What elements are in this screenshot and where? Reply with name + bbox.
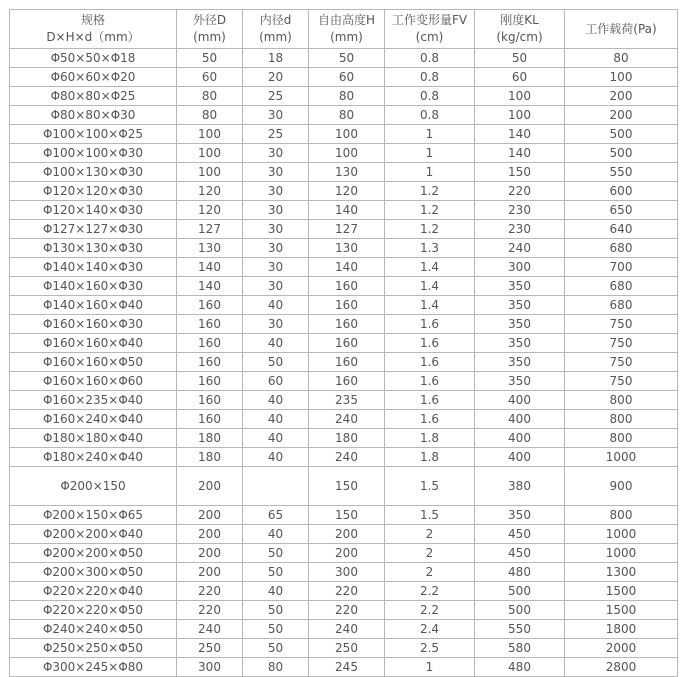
cell-deformation: 1.6	[385, 353, 475, 372]
cell-free-height: 120	[309, 182, 385, 201]
cell-deformation: 1.8	[385, 429, 475, 448]
cell-outer-diameter: 100	[177, 125, 243, 144]
cell-deformation: 1	[385, 658, 475, 677]
cell-spec: Φ220×220×Φ50	[10, 601, 177, 620]
table-row	[10, 315, 678, 334]
cell-working-load: 1500	[565, 582, 678, 601]
cell-working-load: 500	[565, 144, 678, 163]
cell-stiffness: 450	[475, 525, 565, 544]
table-row	[10, 144, 678, 163]
cell-free-height: 160	[309, 372, 385, 391]
header-deformation	[385, 10, 475, 49]
cell-free-height: 245	[309, 658, 385, 677]
cell-outer-diameter: 160	[177, 315, 243, 334]
cell-stiffness: 60	[475, 68, 565, 87]
cell-inner-diameter	[243, 467, 309, 506]
cell-inner-diameter: 50	[243, 639, 309, 658]
cell-outer-diameter: 160	[177, 296, 243, 315]
cell-outer-diameter: 160	[177, 353, 243, 372]
cell-stiffness: 350	[475, 277, 565, 296]
cell-inner-diameter: 80	[243, 658, 309, 677]
cell-stiffness: 300	[475, 258, 565, 277]
cell-working-load: 1000	[565, 525, 678, 544]
header-stiffness-unit: (kg/cm)	[496, 30, 543, 44]
cell-working-load: 800	[565, 391, 678, 410]
cell-inner-diameter: 40	[243, 525, 309, 544]
cell-working-load: 1300	[565, 563, 678, 582]
cell-outer-diameter: 127	[177, 220, 243, 239]
cell-deformation: 0.8	[385, 68, 475, 87]
cell-outer-diameter: 200	[177, 525, 243, 544]
cell-deformation: 2.4	[385, 620, 475, 639]
cell-outer-diameter: 80	[177, 106, 243, 125]
cell-inner-diameter: 25	[243, 125, 309, 144]
cell-working-load: 700	[565, 258, 678, 277]
cell-inner-diameter: 40	[243, 448, 309, 467]
header-outer-diameter-title: 外径D	[192, 13, 227, 27]
cell-inner-diameter: 30	[243, 144, 309, 163]
cell-inner-diameter: 30	[243, 201, 309, 220]
cell-deformation: 1.4	[385, 277, 475, 296]
table-row	[10, 182, 678, 201]
cell-inner-diameter: 40	[243, 391, 309, 410]
cell-stiffness: 350	[475, 372, 565, 391]
table-row	[10, 525, 678, 544]
cell-stiffness: 100	[475, 106, 565, 125]
table-row	[10, 258, 678, 277]
table-row	[10, 353, 678, 372]
cell-spec: Φ200×300×Φ50	[10, 563, 177, 582]
spec-table	[9, 9, 678, 677]
header-spec	[10, 10, 177, 49]
cell-stiffness: 150	[475, 163, 565, 182]
cell-inner-diameter: 40	[243, 429, 309, 448]
cell-spec: Φ100×100×Φ30	[10, 144, 177, 163]
table-row	[10, 429, 678, 448]
cell-working-load: 80	[565, 49, 678, 68]
table-row	[10, 68, 678, 87]
cell-stiffness: 480	[475, 563, 565, 582]
cell-deformation: 2.2	[385, 582, 475, 601]
cell-spec: Φ100×130×Φ30	[10, 163, 177, 182]
cell-stiffness: 400	[475, 410, 565, 429]
cell-working-load: 550	[565, 163, 678, 182]
table-row	[10, 372, 678, 391]
cell-inner-diameter: 40	[243, 296, 309, 315]
cell-free-height: 240	[309, 620, 385, 639]
cell-working-load: 1500	[565, 601, 678, 620]
cell-stiffness: 500	[475, 601, 565, 620]
cell-working-load: 680	[565, 277, 678, 296]
cell-outer-diameter: 120	[177, 182, 243, 201]
cell-spec: Φ200×200×Φ50	[10, 544, 177, 563]
cell-inner-diameter: 40	[243, 410, 309, 429]
cell-spec: Φ100×100×Φ25	[10, 125, 177, 144]
header-inner-diameter	[243, 10, 309, 49]
cell-deformation: 1.4	[385, 258, 475, 277]
cell-spec: Φ180×180×Φ40	[10, 429, 177, 448]
cell-deformation: 2.5	[385, 639, 475, 658]
header-free-height-unit: (mm)	[330, 30, 363, 44]
cell-inner-diameter: 30	[243, 315, 309, 334]
cell-free-height: 140	[309, 258, 385, 277]
cell-inner-diameter: 30	[243, 258, 309, 277]
cell-working-load: 200	[565, 106, 678, 125]
table-row	[10, 391, 678, 410]
table-row	[10, 639, 678, 658]
cell-inner-diameter: 50	[243, 353, 309, 372]
cell-outer-diameter: 200	[177, 467, 243, 506]
table-header	[10, 10, 678, 49]
cell-spec: Φ50×50×Φ18	[10, 49, 177, 68]
cell-outer-diameter: 220	[177, 601, 243, 620]
cell-stiffness: 350	[475, 334, 565, 353]
cell-inner-diameter: 30	[243, 163, 309, 182]
cell-deformation: 2	[385, 525, 475, 544]
table-row	[10, 410, 678, 429]
cell-spec: Φ240×240×Φ50	[10, 620, 177, 639]
cell-free-height: 130	[309, 239, 385, 258]
cell-deformation: 1.4	[385, 296, 475, 315]
cell-outer-diameter: 220	[177, 582, 243, 601]
cell-stiffness: 50	[475, 49, 565, 68]
cell-free-height: 50	[309, 49, 385, 68]
cell-working-load: 1000	[565, 544, 678, 563]
header-working-load	[565, 10, 678, 49]
table-row	[10, 563, 678, 582]
cell-deformation: 1	[385, 125, 475, 144]
cell-outer-diameter: 160	[177, 410, 243, 429]
cell-working-load: 600	[565, 182, 678, 201]
cell-spec: Φ250×250×Φ50	[10, 639, 177, 658]
table-row	[10, 601, 678, 620]
cell-inner-diameter: 50	[243, 620, 309, 639]
cell-free-height: 235	[309, 391, 385, 410]
cell-working-load: 680	[565, 239, 678, 258]
cell-working-load: 2800	[565, 658, 678, 677]
cell-stiffness: 580	[475, 639, 565, 658]
table-row	[10, 334, 678, 353]
cell-inner-diameter: 30	[243, 182, 309, 201]
cell-deformation: 1.5	[385, 467, 475, 506]
header-inner-diameter-title: 内径d	[259, 13, 292, 27]
table-row	[10, 239, 678, 258]
cell-free-height: 80	[309, 106, 385, 125]
table-row	[10, 220, 678, 239]
header-inner-diameter-unit: (mm)	[259, 30, 292, 44]
cell-deformation: 0.8	[385, 106, 475, 125]
table-row	[10, 163, 678, 182]
cell-inner-diameter: 30	[243, 239, 309, 258]
cell-free-height: 160	[309, 277, 385, 296]
cell-inner-diameter: 25	[243, 87, 309, 106]
cell-working-load: 650	[565, 201, 678, 220]
cell-inner-diameter: 40	[243, 582, 309, 601]
cell-working-load: 900	[565, 467, 678, 506]
cell-outer-diameter: 240	[177, 620, 243, 639]
table-row	[10, 277, 678, 296]
cell-outer-diameter: 160	[177, 372, 243, 391]
cell-stiffness: 480	[475, 658, 565, 677]
cell-working-load: 750	[565, 334, 678, 353]
cell-deformation: 0.8	[385, 49, 475, 68]
cell-spec: Φ160×160×Φ60	[10, 372, 177, 391]
cell-stiffness: 400	[475, 429, 565, 448]
cell-spec: Φ140×160×Φ30	[10, 277, 177, 296]
table-row	[10, 87, 678, 106]
cell-inner-diameter: 50	[243, 563, 309, 582]
cell-deformation: 1.2	[385, 220, 475, 239]
cell-outer-diameter: 80	[177, 87, 243, 106]
cell-deformation: 1.6	[385, 315, 475, 334]
cell-inner-diameter: 65	[243, 506, 309, 525]
cell-deformation: 1.5	[385, 506, 475, 525]
table-row	[10, 506, 678, 525]
cell-deformation: 1.6	[385, 372, 475, 391]
cell-spec: Φ220×220×Φ40	[10, 582, 177, 601]
cell-working-load: 750	[565, 353, 678, 372]
cell-stiffness: 400	[475, 448, 565, 467]
cell-free-height: 150	[309, 506, 385, 525]
cell-free-height: 130	[309, 163, 385, 182]
header-stiffness	[475, 10, 565, 49]
cell-free-height: 300	[309, 563, 385, 582]
cell-deformation: 0.8	[385, 87, 475, 106]
cell-working-load: 2000	[565, 639, 678, 658]
cell-spec: Φ127×127×Φ30	[10, 220, 177, 239]
cell-free-height: 200	[309, 544, 385, 563]
header-outer-diameter-unit: (mm)	[193, 30, 226, 44]
cell-spec: Φ160×160×Φ30	[10, 315, 177, 334]
cell-deformation: 1.2	[385, 201, 475, 220]
cell-inner-diameter: 50	[243, 601, 309, 620]
cell-outer-diameter: 100	[177, 163, 243, 182]
cell-outer-diameter: 160	[177, 391, 243, 410]
cell-outer-diameter: 100	[177, 144, 243, 163]
cell-deformation: 2	[385, 563, 475, 582]
cell-stiffness: 500	[475, 582, 565, 601]
cell-stiffness: 450	[475, 544, 565, 563]
cell-stiffness: 220	[475, 182, 565, 201]
header-spec-unit: D×H×d（mm）	[46, 30, 140, 44]
header-working-load-title: 工作载荷(Pa)	[585, 21, 657, 36]
cell-spec: Φ130×130×Φ30	[10, 239, 177, 258]
header-deformation-title: 工作变形量FV	[391, 13, 468, 27]
cell-working-load: 800	[565, 410, 678, 429]
cell-outer-diameter: 180	[177, 448, 243, 467]
cell-stiffness: 380	[475, 467, 565, 506]
cell-free-height: 160	[309, 296, 385, 315]
table-row	[10, 582, 678, 601]
cell-free-height: 160	[309, 334, 385, 353]
cell-stiffness: 550	[475, 620, 565, 639]
cell-deformation: 1	[385, 144, 475, 163]
cell-free-height: 160	[309, 315, 385, 334]
cell-inner-diameter: 40	[243, 334, 309, 353]
cell-stiffness: 100	[475, 87, 565, 106]
cell-deformation: 1.6	[385, 410, 475, 429]
cell-spec: Φ160×160×Φ40	[10, 334, 177, 353]
cell-stiffness: 350	[475, 296, 565, 315]
cell-outer-diameter: 200	[177, 506, 243, 525]
cell-outer-diameter: 130	[177, 239, 243, 258]
cell-free-height: 240	[309, 448, 385, 467]
cell-spec: Φ140×160×Φ40	[10, 296, 177, 315]
cell-free-height: 60	[309, 68, 385, 87]
cell-working-load: 100	[565, 68, 678, 87]
cell-spec: Φ200×200×Φ40	[10, 525, 177, 544]
cell-spec: Φ160×160×Φ50	[10, 353, 177, 372]
cell-free-height: 127	[309, 220, 385, 239]
cell-deformation: 2.2	[385, 601, 475, 620]
header-free-height	[309, 10, 385, 49]
cell-outer-diameter: 200	[177, 563, 243, 582]
cell-outer-diameter: 200	[177, 544, 243, 563]
cell-stiffness: 140	[475, 144, 565, 163]
cell-deformation: 1.6	[385, 391, 475, 410]
cell-inner-diameter: 50	[243, 544, 309, 563]
cell-spec: Φ80×80×Φ30	[10, 106, 177, 125]
cell-outer-diameter: 180	[177, 429, 243, 448]
cell-free-height: 140	[309, 201, 385, 220]
cell-outer-diameter: 120	[177, 201, 243, 220]
cell-spec: Φ120×120×Φ30	[10, 182, 177, 201]
cell-working-load: 1800	[565, 620, 678, 639]
cell-free-height: 250	[309, 639, 385, 658]
cell-inner-diameter: 60	[243, 372, 309, 391]
table-row	[10, 620, 678, 639]
cell-free-height: 220	[309, 582, 385, 601]
cell-free-height: 240	[309, 410, 385, 429]
cell-spec: Φ120×140×Φ30	[10, 201, 177, 220]
cell-spec: Φ140×140×Φ30	[10, 258, 177, 277]
table-row	[10, 106, 678, 125]
cell-inner-diameter: 20	[243, 68, 309, 87]
cell-outer-diameter: 250	[177, 639, 243, 658]
header-spec-title: 规格	[80, 13, 105, 27]
cell-working-load: 200	[565, 87, 678, 106]
cell-outer-diameter: 300	[177, 658, 243, 677]
cell-spec: Φ160×235×Φ40	[10, 391, 177, 410]
cell-spec: Φ80×80×Φ25	[10, 87, 177, 106]
cell-free-height: 100	[309, 144, 385, 163]
table-row	[10, 296, 678, 315]
cell-inner-diameter: 30	[243, 220, 309, 239]
cell-stiffness: 350	[475, 315, 565, 334]
cell-free-height: 220	[309, 601, 385, 620]
cell-deformation: 1.3	[385, 239, 475, 258]
cell-working-load: 640	[565, 220, 678, 239]
cell-working-load: 500	[565, 125, 678, 144]
cell-outer-diameter: 50	[177, 49, 243, 68]
cell-deformation: 1	[385, 163, 475, 182]
cell-deformation: 1.8	[385, 448, 475, 467]
cell-inner-diameter: 30	[243, 277, 309, 296]
cell-free-height: 180	[309, 429, 385, 448]
cell-deformation: 1.6	[385, 334, 475, 353]
table-row	[10, 201, 678, 220]
header-row	[10, 10, 678, 49]
cell-working-load: 800	[565, 429, 678, 448]
cell-working-load: 1000	[565, 448, 678, 467]
cell-free-height: 150	[309, 467, 385, 506]
table-row	[10, 448, 678, 467]
cell-working-load: 680	[565, 296, 678, 315]
cell-free-height: 100	[309, 125, 385, 144]
cell-spec: Φ160×240×Φ40	[10, 410, 177, 429]
table-row	[10, 125, 678, 144]
table-row	[10, 544, 678, 563]
cell-inner-diameter: 18	[243, 49, 309, 68]
cell-working-load: 800	[565, 506, 678, 525]
header-free-height-title: 自由高度H	[317, 13, 376, 27]
cell-deformation: 2	[385, 544, 475, 563]
cell-free-height: 160	[309, 353, 385, 372]
table-row	[10, 467, 678, 506]
cell-spec: Φ200×150	[10, 467, 177, 506]
header-deformation-unit: (cm)	[415, 30, 444, 44]
cell-spec: Φ180×240×Φ40	[10, 448, 177, 467]
cell-stiffness: 140	[475, 125, 565, 144]
cell-spec: Φ200×150×Φ65	[10, 506, 177, 525]
header-stiffness-title: 刚度KL	[500, 13, 539, 27]
cell-outer-diameter: 160	[177, 334, 243, 353]
cell-stiffness: 230	[475, 220, 565, 239]
cell-stiffness: 350	[475, 353, 565, 372]
cell-outer-diameter: 140	[177, 277, 243, 296]
cell-spec: Φ300×245×Φ80	[10, 658, 177, 677]
cell-free-height: 80	[309, 87, 385, 106]
table-body	[10, 49, 678, 677]
cell-stiffness: 230	[475, 201, 565, 220]
cell-stiffness: 350	[475, 506, 565, 525]
cell-stiffness: 240	[475, 239, 565, 258]
header-outer-diameter	[177, 10, 243, 49]
cell-outer-diameter: 60	[177, 68, 243, 87]
cell-working-load: 750	[565, 372, 678, 391]
cell-inner-diameter: 30	[243, 106, 309, 125]
cell-stiffness: 400	[475, 391, 565, 410]
cell-spec: Φ60×60×Φ20	[10, 68, 177, 87]
table-row	[10, 49, 678, 68]
cell-working-load: 750	[565, 315, 678, 334]
cell-free-height: 200	[309, 525, 385, 544]
cell-outer-diameter: 140	[177, 258, 243, 277]
cell-deformation: 1.2	[385, 182, 475, 201]
